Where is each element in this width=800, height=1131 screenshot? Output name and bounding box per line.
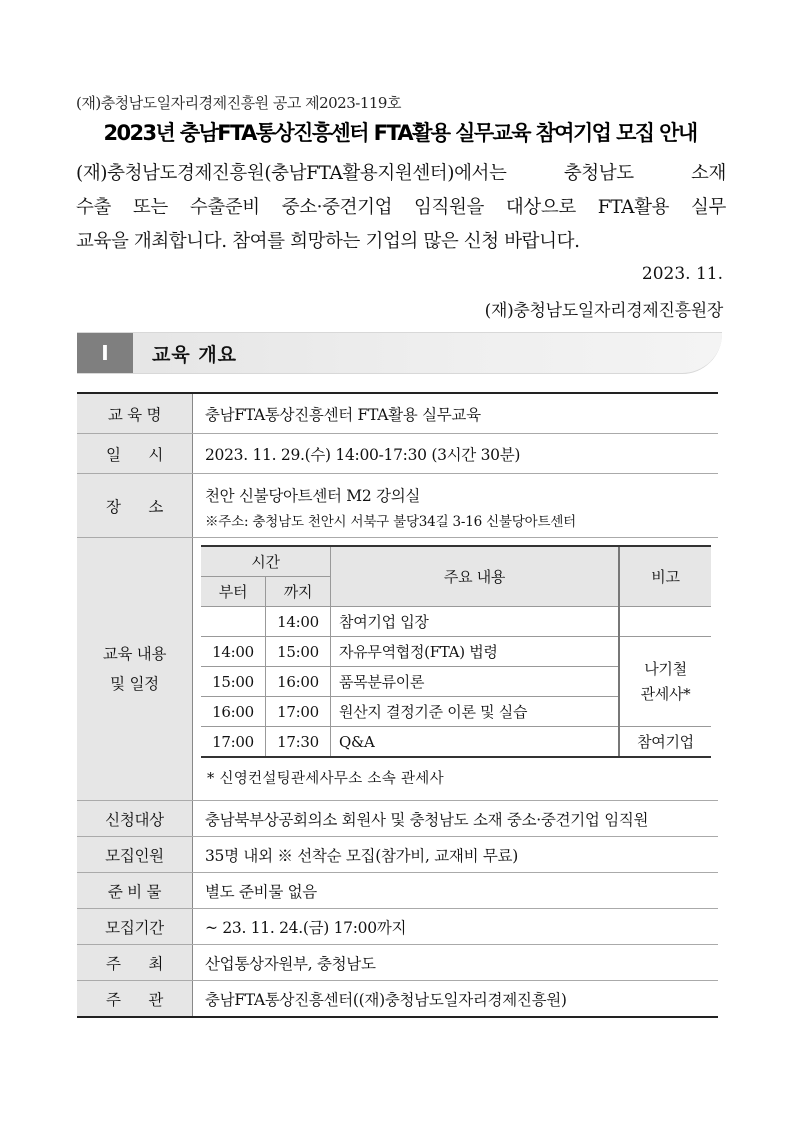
row-materials	[77, 873, 718, 909]
label-host: 주 최	[77, 945, 193, 981]
schedule-from	[201, 607, 266, 637]
label-organizer: 주 관	[77, 981, 193, 1018]
schedule-table	[201, 545, 711, 758]
lecturer-title: 관세사*	[640, 684, 691, 703]
section-title: 교육 개요	[152, 343, 238, 366]
schedule-row	[201, 637, 711, 667]
schedule-note-lecturer	[619, 637, 711, 727]
label-venue: 장 소	[77, 474, 193, 538]
lecturer-name: 나기철	[644, 659, 687, 678]
schedule-note-qa: 참여기업	[619, 727, 711, 758]
schedule-footnote: * 신영컨설팅관세사무소 소속 관세사	[207, 771, 444, 787]
schedule-from: 15:00	[201, 667, 266, 697]
label-target: 신청대상	[77, 801, 193, 837]
row-venue	[77, 474, 718, 538]
header-from: 부터	[201, 577, 266, 607]
intro-line-2: 수출 또는 수출준비 중소·중견기업 임직원을 대상으로 FTA활용 실무	[76, 197, 726, 218]
schedule-to: 15:00	[266, 637, 331, 667]
label-period: 모집기간	[77, 909, 193, 945]
schedule-content: 자유무역협정(FTA) 법령	[331, 637, 620, 667]
value-capacity: 35명 내외 ※ 선착순 모집(참가비, 교재비 무료)	[193, 837, 719, 873]
signer: (재)충청남도일자리경제진흥원장	[484, 301, 723, 321]
section-header	[77, 332, 722, 374]
notice-number: (재)충청남도일자리경제진흥원 공고 제2023-119호	[76, 94, 401, 112]
value-materials: 별도 준비물 없음	[193, 873, 719, 909]
value-course-name: 충남FTA통상진흥센터 FTA활용 실무교육	[193, 393, 719, 434]
schedule-to: 17:30	[266, 727, 331, 758]
label-capacity: 모집인원	[77, 837, 193, 873]
value-organizer: 충남FTA통상진흥센터((재)충청남도일자리경제진흥원)	[193, 981, 719, 1018]
row-host	[77, 945, 718, 981]
schedule-row	[201, 607, 711, 637]
schedule-header-row-1	[201, 546, 711, 577]
schedule-row	[201, 727, 711, 758]
label-schedule	[77, 538, 193, 801]
schedule-content: 참여기업 입장	[331, 607, 620, 637]
venue-address: ※주소: 충청남도 천안시 서북구 불당34길 3-16 신불당아트센터	[205, 513, 577, 530]
schedule-to: 17:00	[266, 697, 331, 727]
schedule-from: 16:00	[201, 697, 266, 727]
schedule-to: 14:00	[266, 607, 331, 637]
schedule-to: 16:00	[266, 667, 331, 697]
header-to: 까지	[266, 577, 331, 607]
schedule-note-empty	[619, 607, 711, 637]
schedule-cell	[193, 538, 719, 801]
intro-paragraph	[76, 157, 726, 259]
section-number: Ⅰ	[77, 333, 133, 373]
schedule-from: 17:00	[201, 727, 266, 758]
label-schedule-line2: 및 일정	[110, 675, 159, 693]
label-materials: 준 비 물	[77, 873, 193, 909]
intro-line-1: (재)충청남도경제진흥원(충남FTA활용지원센터)에서는 충청남도 소재	[76, 163, 726, 184]
schedule-content: 원산지 결정기준 이론 및 실습	[331, 697, 620, 727]
header-content: 주요 내용	[331, 546, 620, 607]
label-datetime: 일 시	[77, 434, 193, 474]
label-course-name: 교 육 명	[77, 393, 193, 434]
notice-date: 2023. 11.	[641, 264, 723, 284]
row-capacity	[77, 837, 718, 873]
row-schedule	[77, 538, 718, 801]
venue-name: 천안 신불당아트센터 M2 강의실	[205, 486, 421, 505]
intro-line-3: 교육을 개최합니다. 참여를 희망하는 기업의 많은 신청 바랍니다.	[76, 231, 580, 252]
row-datetime	[77, 434, 718, 474]
schedule-content: 품목분류이론	[331, 667, 620, 697]
value-target: 충남북부상공회의소 회원사 및 충청남도 소재 중소·중견기업 임직원	[193, 801, 719, 837]
value-datetime: 2023. 11. 29.(수) 14:00-17:30 (3시간 30분)	[193, 434, 719, 474]
document-title: 2023년 충남FTA통상진흥센터 FTA활용 실무교육 참여기업 모집 안내	[103, 121, 697, 145]
overview-table	[77, 392, 718, 1018]
label-schedule-line1: 교육 내용	[102, 645, 167, 663]
value-venue	[193, 474, 719, 538]
schedule-content: Q&A	[331, 727, 620, 758]
row-organizer	[77, 981, 718, 1018]
row-course-name	[77, 393, 718, 434]
schedule-from: 14:00	[201, 637, 266, 667]
header-note: 비고	[619, 546, 711, 607]
value-period: ~ 23. 11. 24.(금) 17:00까지	[193, 909, 719, 945]
header-time: 시간	[201, 546, 331, 577]
value-host: 산업통상자원부, 충청남도	[193, 945, 719, 981]
row-period	[77, 909, 718, 945]
row-target	[77, 801, 718, 837]
